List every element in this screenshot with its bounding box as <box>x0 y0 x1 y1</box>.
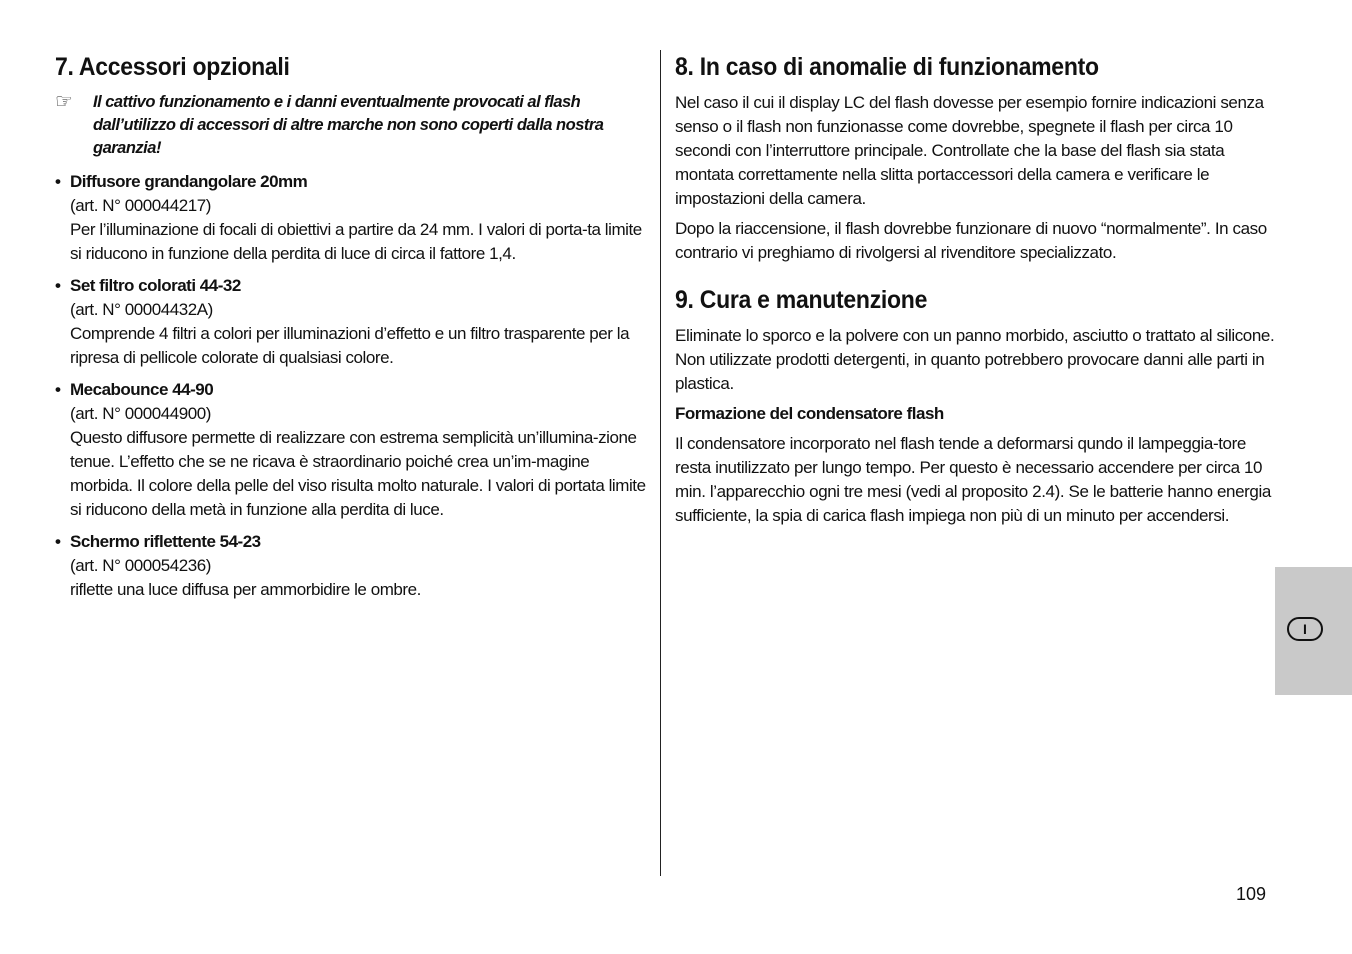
section-9 <box>675 283 1275 528</box>
page-number: 109 <box>1236 884 1267 904</box>
capacitor-subheading: Formazione del condensatore flash <box>675 404 944 423</box>
accessory-title: Diffusore grandangolare 20mm <box>70 172 308 191</box>
language-tab <box>1275 567 1352 695</box>
warranty-note <box>55 91 652 160</box>
section-8-heading: 8. In caso di anomalie di funzionamento <box>675 53 1099 81</box>
right-column <box>675 50 1275 534</box>
accessory-art-number: (art. N° 000054236) <box>70 556 211 575</box>
accessory-item <box>55 378 652 522</box>
accessory-description: Per l’illuminazione di focali di obiettivi a partire da 24 mm. I valori di porta-ta limite si riducono in funzione della perdita di luce di circa il fattore 1,4. <box>70 220 642 263</box>
left-column <box>55 50 652 610</box>
accessory-description: Questo diffusore permette di realizzare con estrema semplicità un’illumina-zione tenue. L’effetto che se ne ricava è straordinario poiché crea un’im-magine morbida. Il colore della pelle del viso risulta molto naturale. I valori di portata limite si riducono della metà in funzione alla perdita di luce. <box>70 428 646 519</box>
accessory-item <box>55 170 652 266</box>
accessory-art-number: (art. N° 000044217) <box>70 196 211 215</box>
accessory-title: Mecabounce 44-90 <box>70 380 214 399</box>
accessory-description: Comprende 4 filtri a colori per illuminazioni d’effetto e un filtro trasparente per la ripresa di pellicole colorate di qualsiasi colore. <box>70 324 630 367</box>
bullet: • <box>55 276 61 295</box>
bullet: • <box>55 172 61 191</box>
column-divider <box>660 50 661 876</box>
accessory-description: riflette una luce diffusa per ammorbidire le ombre. <box>70 580 421 599</box>
accessory-item <box>55 530 652 602</box>
accessory-title: Schermo riflettente 54-23 <box>70 532 261 551</box>
section-9-heading: 9. Cura e manutenzione <box>675 286 928 314</box>
section-7-heading: 7. Accessori opzionali <box>55 53 290 81</box>
accessory-art-number: (art. N° 000044900) <box>70 404 211 423</box>
bullet: • <box>55 380 61 399</box>
pointing-hand-icon: ☞ <box>55 91 73 113</box>
capacitor-paragraph: Il condensatore incorporato nel flash tende a deformarsi qundo il lampeggia-tore resta inutilizzato per lungo tempo. Per questo è necessario accendere per circa 10 min. l’apparecchio ogni tre mesi (vedi al proposito 2.4). Se le batterie hanno energia sufficiente, la spia di carica flash impiega non più di un minuto per accendersi. <box>675 434 1271 525</box>
section-8-paragraph: Dopo la riaccensione, il flash dovrebbe funzionare di nuovo “normalmente”. In caso contrario vi preghiamo di rivolgersi al rivenditore specializzato. <box>675 219 1267 262</box>
section-8-paragraph: Nel caso il cui il display LC del flash dovesse per esempio fornire indicazioni senza senso o il flash non funzionasse come dovrebbe, spegnete il flash per circa 10 secondi con l’interruttore principale. Controllate che la base del flash sia stata montata correttamente nella slitta portaccessori della camera e verificare le impostazioni della camera. <box>675 93 1264 208</box>
warranty-note-text: Il cattivo funzionamento e i danni eventualmente provocati al flash dall’utilizzo di accessori di altre marche non sono coperti dalla nostra garanzia! <box>93 93 604 157</box>
accessory-art-number: (art. N° 00004432A) <box>70 300 213 319</box>
bullet: • <box>55 532 61 551</box>
language-badge: I <box>1287 617 1323 641</box>
accessory-title: Set filtro colorati 44-32 <box>70 276 241 295</box>
accessory-item <box>55 274 652 370</box>
section-9-paragraph: Eliminate lo sporco e la polvere con un panno morbido, asciutto o trattato al silicone. Non utilizzate prodotti detergenti, in quanto potrebbero provocare danni alle parti in plastica. <box>675 326 1275 393</box>
